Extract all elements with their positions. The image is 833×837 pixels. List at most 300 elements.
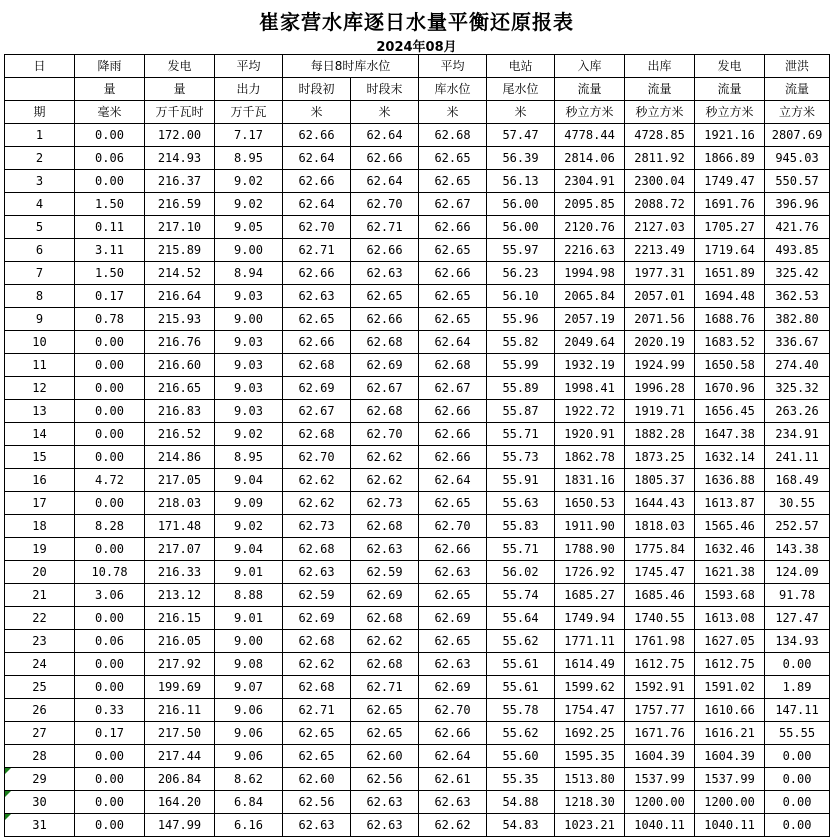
table-cell[interactable]: 1621.38	[695, 561, 765, 584]
table-cell[interactable]: 217.44	[145, 745, 215, 768]
table-cell[interactable]: 55.60	[487, 745, 555, 768]
table-cell[interactable]: 1757.77	[625, 699, 695, 722]
table-cell[interactable]: 1775.84	[625, 538, 695, 561]
table-cell[interactable]: 9.08	[215, 653, 283, 676]
table-cell[interactable]: 0.00	[75, 607, 145, 630]
table-cell[interactable]: 62.63	[283, 561, 351, 584]
table-cell[interactable]: 421.76	[765, 216, 830, 239]
table-cell[interactable]: 1692.25	[555, 722, 625, 745]
table-cell[interactable]: 62.73	[351, 492, 419, 515]
table-cell[interactable]: 1616.21	[695, 722, 765, 745]
table-cell[interactable]: 8.62	[215, 768, 283, 791]
table-cell[interactable]: 56.00	[487, 193, 555, 216]
day-cell[interactable]: 18	[5, 515, 75, 538]
table-cell[interactable]: 91.78	[765, 584, 830, 607]
table-cell[interactable]: 206.84	[145, 768, 215, 791]
table-cell[interactable]: 0.78	[75, 308, 145, 331]
day-cell[interactable]: 10	[5, 331, 75, 354]
table-cell[interactable]: 10.78	[75, 561, 145, 584]
table-cell[interactable]: 54.83	[487, 814, 555, 837]
table-cell[interactable]: 62.68	[351, 400, 419, 423]
table-cell[interactable]: 2088.72	[625, 193, 695, 216]
table-cell[interactable]: 241.11	[765, 446, 830, 469]
table-cell[interactable]: 215.89	[145, 239, 215, 262]
table-cell[interactable]: 62.67	[419, 377, 487, 400]
table-cell[interactable]: 9.03	[215, 354, 283, 377]
table-cell[interactable]: 1726.92	[555, 561, 625, 584]
table-cell[interactable]: 336.67	[765, 331, 830, 354]
table-cell[interactable]: 0.11	[75, 216, 145, 239]
table-cell[interactable]: 62.66	[351, 308, 419, 331]
table-cell[interactable]: 55.71	[487, 423, 555, 446]
table-cell[interactable]: 2807.69	[765, 124, 830, 147]
table-cell[interactable]: 1565.46	[695, 515, 765, 538]
table-cell[interactable]: 396.96	[765, 193, 830, 216]
table-cell[interactable]: 62.67	[419, 193, 487, 216]
table-cell[interactable]: 1685.27	[555, 584, 625, 607]
table-cell[interactable]: 62.66	[283, 262, 351, 285]
table-cell[interactable]: 2065.84	[555, 285, 625, 308]
table-cell[interactable]: 8.88	[215, 584, 283, 607]
table-cell[interactable]: 62.66	[283, 124, 351, 147]
table-cell[interactable]: 62.62	[283, 653, 351, 676]
day-cell[interactable]: 19	[5, 538, 75, 561]
table-cell[interactable]: 9.03	[215, 285, 283, 308]
table-cell[interactable]: 62.63	[283, 285, 351, 308]
table-cell[interactable]: 55.55	[765, 722, 830, 745]
table-cell[interactable]: 55.87	[487, 400, 555, 423]
table-cell[interactable]: 55.61	[487, 676, 555, 699]
table-cell[interactable]: 62.68	[419, 354, 487, 377]
table-cell[interactable]: 216.60	[145, 354, 215, 377]
table-cell[interactable]: 172.00	[145, 124, 215, 147]
day-cell[interactable]: 26	[5, 699, 75, 722]
day-cell[interactable]	[5, 791, 75, 814]
table-cell[interactable]: 55.63	[487, 492, 555, 515]
table-cell[interactable]: 62.70	[283, 216, 351, 239]
table-cell[interactable]: 62.59	[351, 561, 419, 584]
table-cell[interactable]: 216.15	[145, 607, 215, 630]
table-cell[interactable]: 55.64	[487, 607, 555, 630]
table-cell[interactable]: 56.10	[487, 285, 555, 308]
table-cell[interactable]: 1683.52	[695, 331, 765, 354]
table-cell[interactable]: 216.37	[145, 170, 215, 193]
table-cell[interactable]: 382.80	[765, 308, 830, 331]
table-cell[interactable]: 62.65	[283, 308, 351, 331]
table-cell[interactable]: 2814.06	[555, 147, 625, 170]
table-cell[interactable]: 216.65	[145, 377, 215, 400]
table-cell[interactable]: 0.00	[765, 653, 830, 676]
table-cell[interactable]: 1627.05	[695, 630, 765, 653]
table-cell[interactable]: 0.00	[75, 745, 145, 768]
table-cell[interactable]: 2095.85	[555, 193, 625, 216]
table-cell[interactable]: 62.63	[419, 561, 487, 584]
table-cell[interactable]: 274.40	[765, 354, 830, 377]
table-cell[interactable]: 0.00	[75, 814, 145, 837]
table-cell[interactable]: 1537.99	[625, 768, 695, 791]
table-cell[interactable]: 2304.91	[555, 170, 625, 193]
table-cell[interactable]: 1632.46	[695, 538, 765, 561]
day-cell[interactable]: 1	[5, 124, 75, 147]
table-cell[interactable]: 62.67	[283, 400, 351, 423]
table-cell[interactable]: 1911.90	[555, 515, 625, 538]
table-cell[interactable]: 62.66	[283, 170, 351, 193]
table-cell[interactable]: 1749.94	[555, 607, 625, 630]
table-cell[interactable]: 1788.90	[555, 538, 625, 561]
table-cell[interactable]: 62.65	[351, 722, 419, 745]
table-cell[interactable]: 1200.00	[695, 791, 765, 814]
table-cell[interactable]: 325.42	[765, 262, 830, 285]
table-cell[interactable]: 54.88	[487, 791, 555, 814]
table-cell[interactable]: 1650.53	[555, 492, 625, 515]
table-cell[interactable]: 56.23	[487, 262, 555, 285]
day-cell[interactable]: 16	[5, 469, 75, 492]
day-cell[interactable]: 11	[5, 354, 75, 377]
table-cell[interactable]: 62.68	[351, 515, 419, 538]
table-cell[interactable]: 62.63	[351, 814, 419, 837]
table-cell[interactable]: 62.56	[351, 768, 419, 791]
table-cell[interactable]: 4728.85	[625, 124, 695, 147]
table-cell[interactable]: 62.64	[419, 745, 487, 768]
table-cell[interactable]: 216.64	[145, 285, 215, 308]
table-cell[interactable]: 216.83	[145, 400, 215, 423]
table-cell[interactable]: 62.63	[283, 814, 351, 837]
table-cell[interactable]: 62.66	[283, 331, 351, 354]
table-cell[interactable]: 0.00	[75, 492, 145, 515]
table-cell[interactable]: 1670.96	[695, 377, 765, 400]
table-cell[interactable]: 56.13	[487, 170, 555, 193]
table-cell[interactable]: 55.78	[487, 699, 555, 722]
table-cell[interactable]: 62.70	[351, 423, 419, 446]
day-cell[interactable]: 28	[5, 745, 75, 768]
table-cell[interactable]: 147.99	[145, 814, 215, 837]
table-cell[interactable]: 62.69	[283, 607, 351, 630]
table-cell[interactable]: 216.59	[145, 193, 215, 216]
table-cell[interactable]: 1862.78	[555, 446, 625, 469]
table-cell[interactable]: 3.11	[75, 239, 145, 262]
table-cell[interactable]: 62.65	[419, 308, 487, 331]
table-cell[interactable]: 216.33	[145, 561, 215, 584]
table-cell[interactable]: 1656.45	[695, 400, 765, 423]
table-cell[interactable]: 30.55	[765, 492, 830, 515]
table-cell[interactable]: 62.68	[351, 331, 419, 354]
table-cell[interactable]: 1688.76	[695, 308, 765, 331]
table-cell[interactable]: 1694.48	[695, 285, 765, 308]
table-cell[interactable]: 1647.38	[695, 423, 765, 446]
table-cell[interactable]: 1685.46	[625, 584, 695, 607]
table-cell[interactable]: 62.60	[351, 745, 419, 768]
day-cell[interactable]: 7	[5, 262, 75, 285]
table-cell[interactable]: 1650.58	[695, 354, 765, 377]
table-cell[interactable]: 62.70	[419, 699, 487, 722]
table-cell[interactable]: 1610.66	[695, 699, 765, 722]
table-cell[interactable]: 2127.03	[625, 216, 695, 239]
table-cell[interactable]: 0.00	[75, 124, 145, 147]
table-cell[interactable]: 55.71	[487, 538, 555, 561]
table-cell[interactable]: 1754.47	[555, 699, 625, 722]
table-cell[interactable]: 1023.21	[555, 814, 625, 837]
table-cell[interactable]: 9.04	[215, 469, 283, 492]
table-cell[interactable]: 1537.99	[695, 768, 765, 791]
day-cell[interactable]: 22	[5, 607, 75, 630]
table-cell[interactable]: 62.62	[283, 469, 351, 492]
table-cell[interactable]: 1614.49	[555, 653, 625, 676]
table-cell[interactable]: 62.65	[419, 492, 487, 515]
table-cell[interactable]: 1691.76	[695, 193, 765, 216]
table-cell[interactable]: 62.73	[283, 515, 351, 538]
table-cell[interactable]: 55.35	[487, 768, 555, 791]
table-cell[interactable]: 325.32	[765, 377, 830, 400]
table-cell[interactable]: 7.17	[215, 124, 283, 147]
table-cell[interactable]: 62.70	[283, 446, 351, 469]
table-cell[interactable]: 62.65	[351, 699, 419, 722]
table-cell[interactable]: 62.62	[351, 446, 419, 469]
table-cell[interactable]: 62.59	[283, 584, 351, 607]
table-cell[interactable]: 1513.80	[555, 768, 625, 791]
table-cell[interactable]: 62.65	[419, 584, 487, 607]
table-cell[interactable]: 2049.64	[555, 331, 625, 354]
table-cell[interactable]: 62.71	[283, 239, 351, 262]
table-cell[interactable]: 8.94	[215, 262, 283, 285]
day-cell[interactable]: 6	[5, 239, 75, 262]
table-cell[interactable]: 62.68	[283, 538, 351, 561]
table-cell[interactable]: 62.69	[283, 377, 351, 400]
day-cell[interactable]: 14	[5, 423, 75, 446]
day-cell[interactable]: 13	[5, 400, 75, 423]
table-cell[interactable]: 9.03	[215, 377, 283, 400]
day-cell[interactable]: 2	[5, 147, 75, 170]
table-cell[interactable]: 1040.11	[625, 814, 695, 837]
table-cell[interactable]: 9.02	[215, 170, 283, 193]
table-cell[interactable]: 62.56	[283, 791, 351, 814]
table-cell[interactable]: 62.69	[419, 607, 487, 630]
table-cell[interactable]: 56.00	[487, 216, 555, 239]
table-cell[interactable]: 1831.16	[555, 469, 625, 492]
table-cell[interactable]: 1613.08	[695, 607, 765, 630]
table-cell[interactable]: 945.03	[765, 147, 830, 170]
table-cell[interactable]: 55.83	[487, 515, 555, 538]
table-cell[interactable]: 62.67	[351, 377, 419, 400]
table-cell[interactable]: 214.52	[145, 262, 215, 285]
table-cell[interactable]: 62.69	[351, 584, 419, 607]
table-cell[interactable]: 62.64	[283, 147, 351, 170]
table-cell[interactable]: 62.68	[351, 607, 419, 630]
table-cell[interactable]: 217.92	[145, 653, 215, 676]
table-cell[interactable]: 62.71	[351, 676, 419, 699]
table-cell[interactable]: 62.63	[351, 262, 419, 285]
table-cell[interactable]: 234.91	[765, 423, 830, 446]
table-cell[interactable]: 164.20	[145, 791, 215, 814]
table-cell[interactable]: 362.53	[765, 285, 830, 308]
table-cell[interactable]: 62.62	[351, 630, 419, 653]
table-cell[interactable]: 214.86	[145, 446, 215, 469]
table-cell[interactable]: 0.17	[75, 285, 145, 308]
table-cell[interactable]: 1932.19	[555, 354, 625, 377]
table-cell[interactable]: 56.02	[487, 561, 555, 584]
table-cell[interactable]: 1705.27	[695, 216, 765, 239]
table-cell[interactable]: 62.62	[283, 492, 351, 515]
table-cell[interactable]: 62.62	[419, 814, 487, 837]
table-cell[interactable]: 62.68	[351, 653, 419, 676]
table-cell[interactable]: 62.71	[351, 216, 419, 239]
table-cell[interactable]: 1604.39	[695, 745, 765, 768]
day-cell[interactable]: 4	[5, 193, 75, 216]
table-cell[interactable]: 62.62	[351, 469, 419, 492]
table-cell[interactable]: 62.70	[351, 193, 419, 216]
day-cell[interactable]	[5, 814, 75, 837]
table-cell[interactable]: 62.65	[351, 285, 419, 308]
table-cell[interactable]: 9.01	[215, 561, 283, 584]
table-cell[interactable]: 1612.75	[625, 653, 695, 676]
day-cell[interactable]: 9	[5, 308, 75, 331]
table-cell[interactable]: 55.82	[487, 331, 555, 354]
table-cell[interactable]: 62.66	[419, 262, 487, 285]
day-cell[interactable]: 21	[5, 584, 75, 607]
table-cell[interactable]: 199.69	[145, 676, 215, 699]
table-cell[interactable]: 62.64	[283, 193, 351, 216]
table-cell[interactable]: 62.68	[419, 124, 487, 147]
table-cell[interactable]: 1882.28	[625, 423, 695, 446]
table-cell[interactable]: 9.00	[215, 308, 283, 331]
day-cell[interactable]: 27	[5, 722, 75, 745]
table-cell[interactable]: 1592.91	[625, 676, 695, 699]
day-cell[interactable]: 3	[5, 170, 75, 193]
table-cell[interactable]: 9.02	[215, 193, 283, 216]
table-cell[interactable]: 62.65	[419, 239, 487, 262]
table-cell[interactable]: 55.99	[487, 354, 555, 377]
table-cell[interactable]: 9.03	[215, 331, 283, 354]
table-cell[interactable]: 0.00	[75, 446, 145, 469]
table-cell[interactable]: 62.70	[419, 515, 487, 538]
table-cell[interactable]: 62.63	[419, 653, 487, 676]
table-cell[interactable]: 0.00	[765, 745, 830, 768]
table-cell[interactable]: 143.38	[765, 538, 830, 561]
table-cell[interactable]: 62.71	[283, 699, 351, 722]
table-cell[interactable]: 62.65	[419, 630, 487, 653]
table-cell[interactable]: 1922.72	[555, 400, 625, 423]
table-cell[interactable]: 55.89	[487, 377, 555, 400]
table-cell[interactable]: 3.06	[75, 584, 145, 607]
table-cell[interactable]: 9.01	[215, 607, 283, 630]
table-cell[interactable]: 62.60	[283, 768, 351, 791]
table-cell[interactable]: 55.62	[487, 722, 555, 745]
day-cell[interactable]: 15	[5, 446, 75, 469]
table-cell[interactable]: 1977.31	[625, 262, 695, 285]
table-cell[interactable]: 9.07	[215, 676, 283, 699]
table-cell[interactable]: 1636.88	[695, 469, 765, 492]
table-cell[interactable]: 1921.16	[695, 124, 765, 147]
table-cell[interactable]: 9.00	[215, 239, 283, 262]
table-cell[interactable]: 1866.89	[695, 147, 765, 170]
table-cell[interactable]: 216.11	[145, 699, 215, 722]
table-cell[interactable]: 0.00	[765, 814, 830, 837]
table-cell[interactable]: 9.04	[215, 538, 283, 561]
table-cell[interactable]: 124.09	[765, 561, 830, 584]
table-cell[interactable]: 1749.47	[695, 170, 765, 193]
table-cell[interactable]: 217.05	[145, 469, 215, 492]
table-cell[interactable]: 62.69	[419, 676, 487, 699]
table-cell[interactable]: 1745.47	[625, 561, 695, 584]
table-cell[interactable]: 62.61	[419, 768, 487, 791]
table-cell[interactable]: 550.57	[765, 170, 830, 193]
table-cell[interactable]: 1200.00	[625, 791, 695, 814]
table-cell[interactable]: 1595.35	[555, 745, 625, 768]
day-cell[interactable]: 5	[5, 216, 75, 239]
table-cell[interactable]: 2120.76	[555, 216, 625, 239]
table-cell[interactable]: 0.00	[75, 354, 145, 377]
table-cell[interactable]: 0.00	[75, 423, 145, 446]
table-cell[interactable]: 1761.98	[625, 630, 695, 653]
table-cell[interactable]: 1771.11	[555, 630, 625, 653]
table-cell[interactable]: 2057.19	[555, 308, 625, 331]
day-cell[interactable]: 12	[5, 377, 75, 400]
table-cell[interactable]: 1593.68	[695, 584, 765, 607]
table-cell[interactable]: 217.07	[145, 538, 215, 561]
table-cell[interactable]: 55.73	[487, 446, 555, 469]
table-cell[interactable]: 55.96	[487, 308, 555, 331]
table-cell[interactable]: 56.39	[487, 147, 555, 170]
table-cell[interactable]: 1644.43	[625, 492, 695, 515]
table-cell[interactable]: 127.47	[765, 607, 830, 630]
table-cell[interactable]: 1671.76	[625, 722, 695, 745]
table-cell[interactable]: 0.00	[765, 768, 830, 791]
table-cell[interactable]: 62.63	[351, 791, 419, 814]
table-cell[interactable]: 62.68	[283, 630, 351, 653]
table-cell[interactable]: 8.95	[215, 147, 283, 170]
table-cell[interactable]: 0.33	[75, 699, 145, 722]
table-cell[interactable]: 62.64	[351, 124, 419, 147]
day-cell[interactable]: 25	[5, 676, 75, 699]
table-cell[interactable]: 62.63	[351, 538, 419, 561]
table-cell[interactable]: 0.00	[75, 538, 145, 561]
table-cell[interactable]: 62.68	[283, 354, 351, 377]
table-cell[interactable]: 9.02	[215, 515, 283, 538]
table-cell[interactable]: 0.00	[75, 331, 145, 354]
table-cell[interactable]: 2057.01	[625, 285, 695, 308]
table-cell[interactable]: 9.00	[215, 630, 283, 653]
table-cell[interactable]: 1920.91	[555, 423, 625, 446]
table-cell[interactable]: 2213.49	[625, 239, 695, 262]
table-cell[interactable]: 8.28	[75, 515, 145, 538]
table-cell[interactable]: 1924.99	[625, 354, 695, 377]
table-cell[interactable]: 9.06	[215, 722, 283, 745]
table-cell[interactable]: 9.03	[215, 400, 283, 423]
table-cell[interactable]: 1994.98	[555, 262, 625, 285]
table-cell[interactable]: 62.66	[419, 722, 487, 745]
table-cell[interactable]: 62.66	[419, 400, 487, 423]
table-cell[interactable]: 216.52	[145, 423, 215, 446]
table-cell[interactable]: 218.03	[145, 492, 215, 515]
table-cell[interactable]: 171.48	[145, 515, 215, 538]
table-cell[interactable]: 214.93	[145, 147, 215, 170]
table-cell[interactable]: 2300.04	[625, 170, 695, 193]
table-cell[interactable]: 147.11	[765, 699, 830, 722]
table-cell[interactable]: 4778.44	[555, 124, 625, 147]
table-cell[interactable]: 1604.39	[625, 745, 695, 768]
table-cell[interactable]: 216.05	[145, 630, 215, 653]
table-cell[interactable]: 62.64	[351, 170, 419, 193]
table-cell[interactable]: 1818.03	[625, 515, 695, 538]
table-cell[interactable]: 1612.75	[695, 653, 765, 676]
table-cell[interactable]: 62.68	[283, 676, 351, 699]
table-cell[interactable]: 4.72	[75, 469, 145, 492]
table-cell[interactable]: 62.64	[419, 331, 487, 354]
table-cell[interactable]: 9.06	[215, 699, 283, 722]
table-cell[interactable]: 62.65	[283, 745, 351, 768]
table-cell[interactable]: 1591.02	[695, 676, 765, 699]
table-cell[interactable]: 62.65	[419, 170, 487, 193]
table-cell[interactable]: 1040.11	[695, 814, 765, 837]
